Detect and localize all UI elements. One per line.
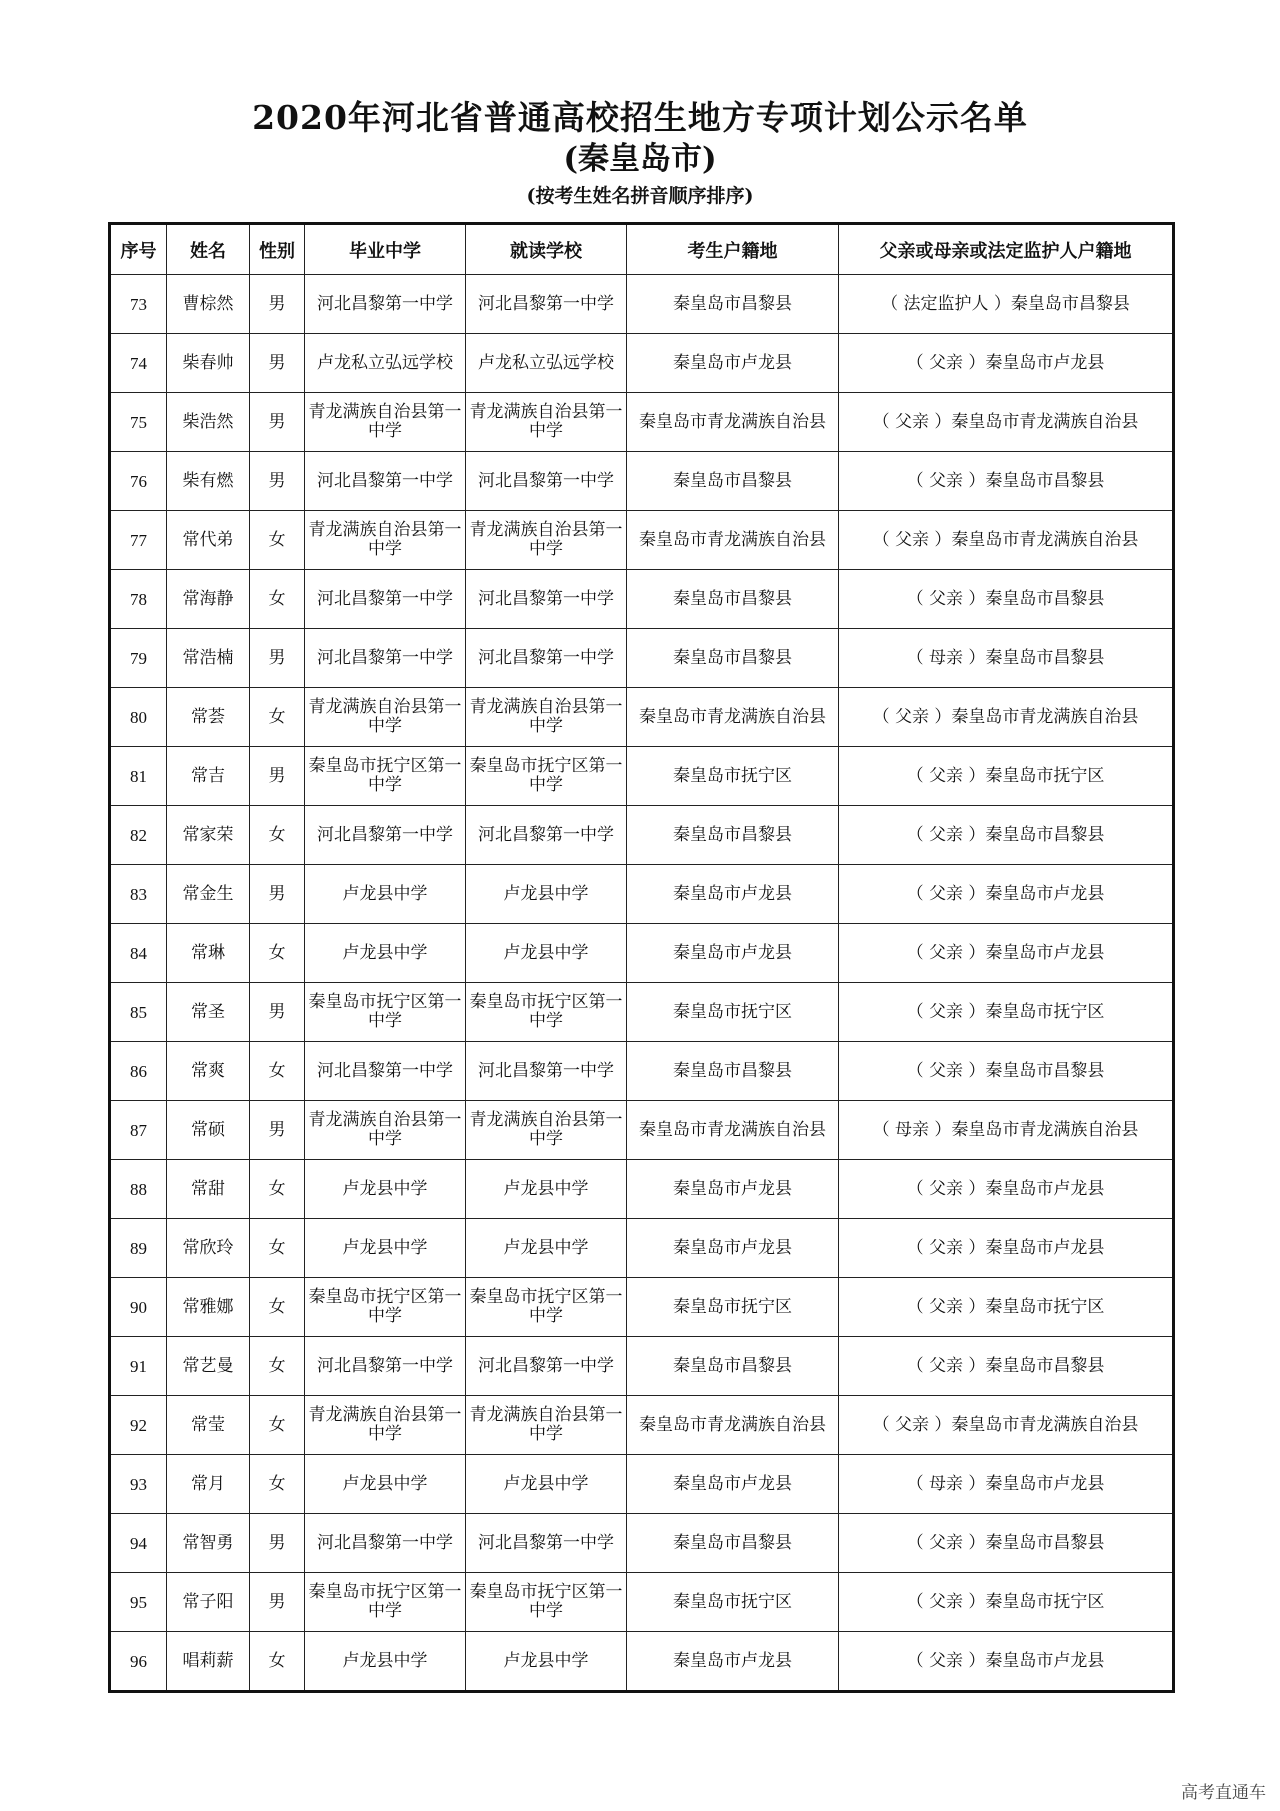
cell-index: 75 [110, 393, 167, 452]
cell-gender: 女 [250, 806, 305, 865]
cell-current-school: 河北昌黎第一中学 [466, 806, 627, 865]
sort-note: (按考生姓名拼音顺序排序) [526, 185, 754, 207]
cell-guardian-residence: （ 父亲 ）秦皇岛市青龙满族自治县 [839, 688, 1174, 747]
table-row [110, 1042, 1174, 1101]
cell-gender: 男 [250, 275, 305, 334]
cell-guardian-residence: （ 父亲 ）秦皇岛市昌黎县 [839, 570, 1174, 629]
cell-guardian-residence: （ 父亲 ）秦皇岛市青龙满族自治县 [839, 1396, 1174, 1455]
table-row [110, 983, 1174, 1042]
cell-graduated-school: 卢龙县中学 [305, 1455, 466, 1514]
cell-gender: 女 [250, 1042, 305, 1101]
cell-guardian-residence: （ 父亲 ）秦皇岛市卢龙县 [839, 334, 1174, 393]
cell-gender: 男 [250, 1514, 305, 1573]
cell-guardian-residence: （ 父亲 ）秦皇岛市卢龙县 [839, 1219, 1174, 1278]
cell-graduated-school: 河北昌黎第一中学 [305, 1042, 466, 1101]
cell-index: 79 [110, 629, 167, 688]
cell-candidate-residence: 秦皇岛市卢龙县 [627, 924, 839, 983]
header-name: 姓名 [167, 224, 250, 275]
header-guardian-residence: 父亲或母亲或法定监护人户籍地 [839, 224, 1174, 275]
cell-index: 90 [110, 1278, 167, 1337]
cell-name: 常雅娜 [167, 1278, 250, 1337]
cell-index: 89 [110, 1219, 167, 1278]
cell-gender: 男 [250, 334, 305, 393]
cell-gender: 女 [250, 1160, 305, 1219]
cell-guardian-residence: （ 母亲 ）秦皇岛市卢龙县 [839, 1455, 1174, 1514]
cell-candidate-residence: 秦皇岛市昌黎县 [627, 1042, 839, 1101]
table-row [110, 806, 1174, 865]
cell-graduated-school: 河北昌黎第一中学 [305, 1337, 466, 1396]
cell-candidate-residence: 秦皇岛市青龙满族自治县 [627, 393, 839, 452]
cell-current-school: 河北昌黎第一中学 [466, 1042, 627, 1101]
cell-graduated-school: 秦皇岛市抚宁区第一中学 [305, 1573, 466, 1632]
cell-graduated-school: 卢龙私立弘远学校 [305, 334, 466, 393]
table-row [110, 511, 1174, 570]
cell-gender: 男 [250, 865, 305, 924]
cell-candidate-residence: 秦皇岛市昌黎县 [627, 806, 839, 865]
header-current-school: 就读学校 [466, 224, 627, 275]
cell-candidate-residence: 秦皇岛市抚宁区 [627, 983, 839, 1042]
cell-graduated-school: 卢龙县中学 [305, 1160, 466, 1219]
cell-guardian-residence: （ 父亲 ）秦皇岛市昌黎县 [839, 806, 1174, 865]
table-row [110, 452, 1174, 511]
cell-guardian-residence: （ 法定监护人 ）秦皇岛市昌黎县 [839, 275, 1174, 334]
cell-candidate-residence: 秦皇岛市卢龙县 [627, 1160, 839, 1219]
cell-graduated-school: 河北昌黎第一中学 [305, 452, 466, 511]
cell-current-school: 秦皇岛市抚宁区第一中学 [466, 983, 627, 1042]
table-row [110, 1337, 1174, 1396]
cell-graduated-school: 秦皇岛市抚宁区第一中学 [305, 1278, 466, 1337]
cell-candidate-residence: 秦皇岛市卢龙县 [627, 334, 839, 393]
cell-name: 常浩楠 [167, 629, 250, 688]
cell-index: 84 [110, 924, 167, 983]
cell-name: 常代弟 [167, 511, 250, 570]
cell-index: 93 [110, 1455, 167, 1514]
cell-gender: 女 [250, 924, 305, 983]
table-row [110, 924, 1174, 983]
cell-index: 94 [110, 1514, 167, 1573]
cell-graduated-school: 卢龙县中学 [305, 1219, 466, 1278]
cell-name: 常莹 [167, 1396, 250, 1455]
cell-current-school: 卢龙私立弘远学校 [466, 334, 627, 393]
header-candidate-residence: 考生户籍地 [627, 224, 839, 275]
page-subtitle: (秦皇岛市) [563, 141, 717, 177]
cell-gender: 女 [250, 688, 305, 747]
watermark-footer: 高考直通车 [1181, 1783, 1266, 1803]
table-row [110, 1573, 1174, 1632]
cell-name: 常家荣 [167, 806, 250, 865]
table-row [110, 1101, 1174, 1160]
cell-candidate-residence: 秦皇岛市卢龙县 [627, 1632, 839, 1692]
cell-candidate-residence: 秦皇岛市卢龙县 [627, 1455, 839, 1514]
cell-candidate-residence: 秦皇岛市昌黎县 [627, 275, 839, 334]
cell-index: 95 [110, 1573, 167, 1632]
cell-candidate-residence: 秦皇岛市抚宁区 [627, 747, 839, 806]
cell-current-school: 卢龙县中学 [466, 924, 627, 983]
cell-guardian-residence: （ 父亲 ）秦皇岛市昌黎县 [839, 1337, 1174, 1396]
cell-current-school: 卢龙县中学 [466, 1160, 627, 1219]
table-row [110, 1396, 1174, 1455]
table-row [110, 393, 1174, 452]
cell-gender: 女 [250, 1455, 305, 1514]
cell-candidate-residence: 秦皇岛市卢龙县 [627, 865, 839, 924]
cell-name: 常爽 [167, 1042, 250, 1101]
cell-candidate-residence: 秦皇岛市昌黎县 [627, 1337, 839, 1396]
cell-candidate-residence: 秦皇岛市昌黎县 [627, 570, 839, 629]
cell-index: 82 [110, 806, 167, 865]
cell-gender: 女 [250, 1396, 305, 1455]
table-row [110, 570, 1174, 629]
cell-name: 常琳 [167, 924, 250, 983]
candidate-table [108, 222, 1175, 1693]
cell-gender: 女 [250, 511, 305, 570]
cell-graduated-school: 河北昌黎第一中学 [305, 275, 466, 334]
cell-name: 常圣 [167, 983, 250, 1042]
cell-candidate-residence: 秦皇岛市昌黎县 [627, 1514, 839, 1573]
cell-index: 78 [110, 570, 167, 629]
cell-current-school: 秦皇岛市抚宁区第一中学 [466, 1573, 627, 1632]
cell-name: 常智勇 [167, 1514, 250, 1573]
cell-graduated-school: 青龙满族自治县第一中学 [305, 511, 466, 570]
cell-candidate-residence: 秦皇岛市青龙满族自治县 [627, 688, 839, 747]
cell-graduated-school: 秦皇岛市抚宁区第一中学 [305, 747, 466, 806]
cell-graduated-school: 青龙满族自治县第一中学 [305, 1101, 466, 1160]
cell-gender: 男 [250, 452, 305, 511]
table-row [110, 275, 1174, 334]
cell-gender: 男 [250, 747, 305, 806]
cell-guardian-residence: （ 父亲 ）秦皇岛市青龙满族自治县 [839, 511, 1174, 570]
cell-candidate-residence: 秦皇岛市青龙满族自治县 [627, 1396, 839, 1455]
cell-index: 80 [110, 688, 167, 747]
cell-current-school: 河北昌黎第一中学 [466, 275, 627, 334]
cell-index: 73 [110, 275, 167, 334]
table-row [110, 1278, 1174, 1337]
cell-index: 96 [110, 1632, 167, 1692]
cell-candidate-residence: 秦皇岛市昌黎县 [627, 452, 839, 511]
cell-graduated-school: 卢龙县中学 [305, 924, 466, 983]
cell-guardian-residence: （ 父亲 ）秦皇岛市抚宁区 [839, 1278, 1174, 1337]
cell-name: 柴春帅 [167, 334, 250, 393]
cell-graduated-school: 河北昌黎第一中学 [305, 570, 466, 629]
cell-candidate-residence: 秦皇岛市抚宁区 [627, 1573, 839, 1632]
header-graduated-school: 毕业中学 [305, 224, 466, 275]
table-row [110, 1514, 1174, 1573]
cell-guardian-residence: （ 父亲 ）秦皇岛市昌黎县 [839, 452, 1174, 511]
cell-current-school: 青龙满族自治县第一中学 [466, 511, 627, 570]
table-row [110, 629, 1174, 688]
cell-guardian-residence: （ 父亲 ）秦皇岛市昌黎县 [839, 1514, 1174, 1573]
cell-guardian-residence: （ 父亲 ）秦皇岛市抚宁区 [839, 747, 1174, 806]
cell-index: 88 [110, 1160, 167, 1219]
cell-graduated-school: 青龙满族自治县第一中学 [305, 688, 466, 747]
cell-candidate-residence: 秦皇岛市青龙满族自治县 [627, 1101, 839, 1160]
cell-current-school: 河北昌黎第一中学 [466, 452, 627, 511]
header-gender: 性别 [250, 224, 305, 275]
table-header-row [110, 224, 1174, 275]
cell-name: 常艺曼 [167, 1337, 250, 1396]
cell-name: 柴有燃 [167, 452, 250, 511]
cell-guardian-residence: （ 父亲 ）秦皇岛市青龙满族自治县 [839, 393, 1174, 452]
cell-index: 91 [110, 1337, 167, 1396]
cell-name: 柴浩然 [167, 393, 250, 452]
cell-gender: 男 [250, 1573, 305, 1632]
cell-graduated-school: 河北昌黎第一中学 [305, 629, 466, 688]
cell-guardian-residence: （ 父亲 ）秦皇岛市卢龙县 [839, 924, 1174, 983]
cell-name: 常吉 [167, 747, 250, 806]
cell-gender: 女 [250, 1278, 305, 1337]
cell-guardian-residence: （ 父亲 ）秦皇岛市抚宁区 [839, 1573, 1174, 1632]
cell-candidate-residence: 秦皇岛市抚宁区 [627, 1278, 839, 1337]
cell-index: 92 [110, 1396, 167, 1455]
cell-current-school: 卢龙县中学 [466, 1455, 627, 1514]
cell-guardian-residence: （ 父亲 ）秦皇岛市卢龙县 [839, 865, 1174, 924]
table-row [110, 1632, 1174, 1692]
cell-candidate-residence: 秦皇岛市昌黎县 [627, 629, 839, 688]
cell-name: 常金生 [167, 865, 250, 924]
cell-name: 常海静 [167, 570, 250, 629]
cell-graduated-school: 卢龙县中学 [305, 1632, 466, 1692]
cell-current-school: 青龙满族自治县第一中学 [466, 688, 627, 747]
cell-guardian-residence: （ 父亲 ）秦皇岛市抚宁区 [839, 983, 1174, 1042]
cell-index: 81 [110, 747, 167, 806]
cell-current-school: 河北昌黎第一中学 [466, 1514, 627, 1573]
table-row [110, 747, 1174, 806]
cell-name: 常甜 [167, 1160, 250, 1219]
table-row [110, 334, 1174, 393]
cell-gender: 男 [250, 393, 305, 452]
table-row [110, 1455, 1174, 1514]
cell-candidate-residence: 秦皇岛市青龙满族自治县 [627, 511, 839, 570]
cell-current-school: 河北昌黎第一中学 [466, 629, 627, 688]
cell-index: 74 [110, 334, 167, 393]
cell-current-school: 卢龙县中学 [466, 865, 627, 924]
table-row [110, 865, 1174, 924]
header-index: 序号 [110, 224, 167, 275]
cell-name: 曹棕然 [167, 275, 250, 334]
table-row [110, 1219, 1174, 1278]
cell-current-school: 秦皇岛市抚宁区第一中学 [466, 1278, 627, 1337]
cell-current-school: 河北昌黎第一中学 [466, 1337, 627, 1396]
cell-current-school: 青龙满族自治县第一中学 [466, 1101, 627, 1160]
cell-name: 常荟 [167, 688, 250, 747]
cell-current-school: 青龙满族自治县第一中学 [466, 1396, 627, 1455]
cell-name: 常子阳 [167, 1573, 250, 1632]
cell-guardian-residence: （ 母亲 ）秦皇岛市昌黎县 [839, 629, 1174, 688]
cell-graduated-school: 河北昌黎第一中学 [305, 806, 466, 865]
table-row [110, 1160, 1174, 1219]
cell-graduated-school: 卢龙县中学 [305, 865, 466, 924]
cell-guardian-residence: （ 父亲 ）秦皇岛市卢龙县 [839, 1160, 1174, 1219]
cell-index: 77 [110, 511, 167, 570]
cell-current-school: 秦皇岛市抚宁区第一中学 [466, 747, 627, 806]
cell-current-school: 青龙满族自治县第一中学 [466, 393, 627, 452]
cell-graduated-school: 河北昌黎第一中学 [305, 1514, 466, 1573]
cell-index: 83 [110, 865, 167, 924]
cell-graduated-school: 青龙满族自治县第一中学 [305, 1396, 466, 1455]
cell-index: 85 [110, 983, 167, 1042]
cell-graduated-school: 青龙满族自治县第一中学 [305, 393, 466, 452]
cell-name: 常欣玲 [167, 1219, 250, 1278]
cell-gender: 女 [250, 1337, 305, 1396]
table-row [110, 688, 1174, 747]
cell-graduated-school: 秦皇岛市抚宁区第一中学 [305, 983, 466, 1042]
cell-current-school: 卢龙县中学 [466, 1632, 627, 1692]
cell-index: 76 [110, 452, 167, 511]
page-title: 2020年河北省普通高校招生地方专项计划公示名单 [252, 98, 1028, 137]
cell-current-school: 卢龙县中学 [466, 1219, 627, 1278]
cell-index: 86 [110, 1042, 167, 1101]
cell-gender: 女 [250, 1632, 305, 1692]
cell-name: 常月 [167, 1455, 250, 1514]
cell-gender: 男 [250, 983, 305, 1042]
cell-guardian-residence: （ 父亲 ）秦皇岛市卢龙县 [839, 1632, 1174, 1692]
cell-guardian-residence: （ 母亲 ）秦皇岛市青龙满族自治县 [839, 1101, 1174, 1160]
cell-candidate-residence: 秦皇岛市卢龙县 [627, 1219, 839, 1278]
cell-index: 87 [110, 1101, 167, 1160]
cell-gender: 女 [250, 570, 305, 629]
cell-gender: 女 [250, 1219, 305, 1278]
cell-current-school: 河北昌黎第一中学 [466, 570, 627, 629]
cell-gender: 男 [250, 629, 305, 688]
cell-guardian-residence: （ 父亲 ）秦皇岛市昌黎县 [839, 1042, 1174, 1101]
cell-name: 常硕 [167, 1101, 250, 1160]
cell-name: 唱莉薪 [167, 1632, 250, 1692]
cell-gender: 男 [250, 1101, 305, 1160]
